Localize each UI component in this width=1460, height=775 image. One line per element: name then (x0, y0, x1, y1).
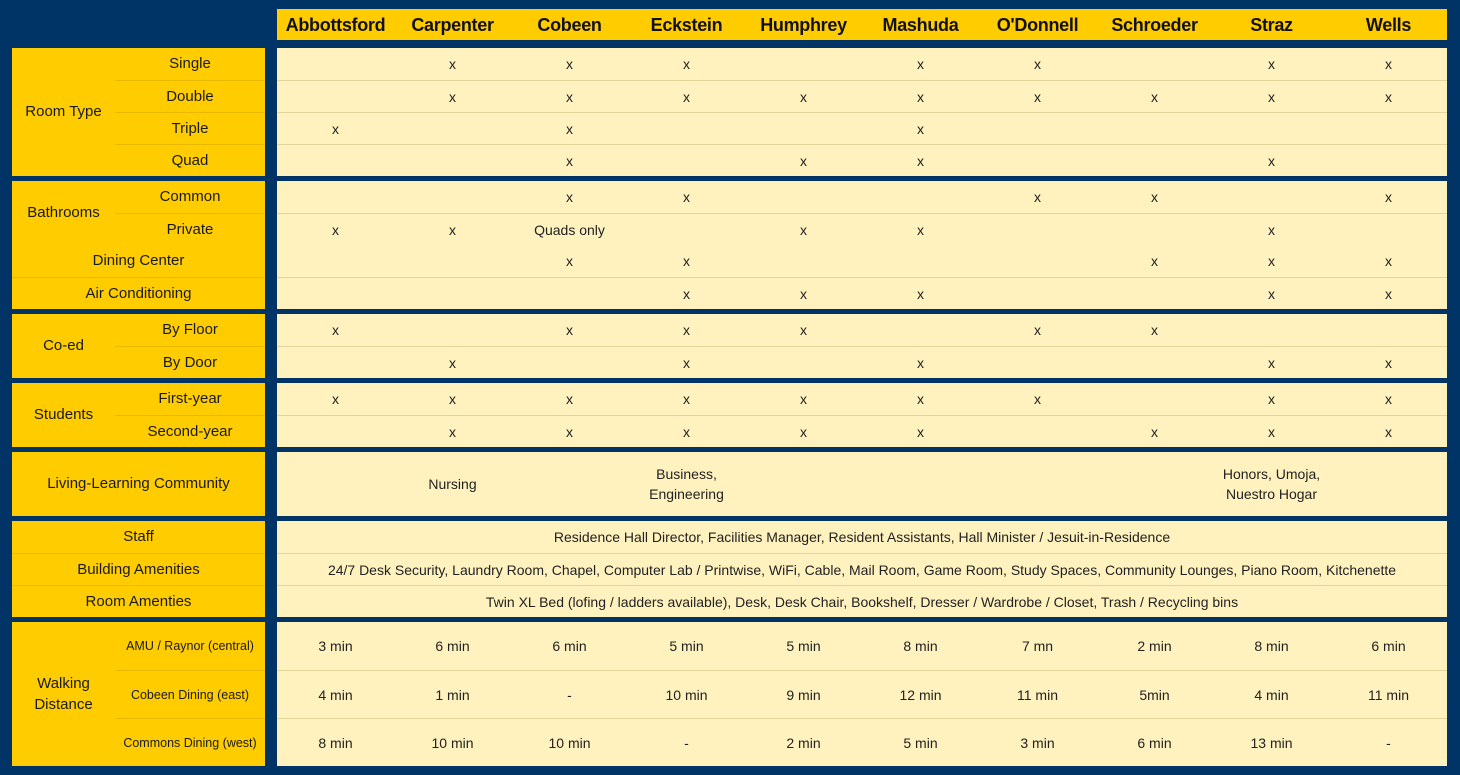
row-label-air-conditioning: Air Conditioning (12, 277, 265, 309)
cell-air-conditioning-abbottsford (277, 277, 394, 309)
cell-private-humphrey: x (745, 213, 862, 245)
row-label-staff: Staff (12, 521, 265, 553)
shared-text-staff: Residence Hall Director, Facilities Manager, Resident Assistants, Hall Minister / Jesuit-in-Residence (277, 521, 1447, 553)
cell-second-year-wells: x (1330, 415, 1447, 447)
cell-quad-straz: x (1213, 144, 1330, 176)
cell-quad-o-donnell (979, 144, 1096, 176)
cell-double-mashuda: x (862, 80, 979, 112)
cell-second-year-cobeen: x (511, 415, 628, 447)
cell-dining-center-carpenter (394, 245, 511, 277)
cell-first-year-cobeen: x (511, 383, 628, 415)
cell-quad-cobeen: x (511, 144, 628, 176)
cell-common-o-donnell: x (979, 181, 1096, 213)
walk-commons-dining-west-schroeder: 6 min (1096, 718, 1213, 766)
cell-dining-center-mashuda (862, 245, 979, 277)
walk-amu-raynor-central-schroeder: 2 min (1096, 622, 1213, 670)
cell-double-o-donnell: x (979, 80, 1096, 112)
cell-private-o-donnell (979, 213, 1096, 245)
cell-first-year-carpenter: x (394, 383, 511, 415)
cell-common-cobeen: x (511, 181, 628, 213)
column-header-schroeder: Schroeder (1096, 9, 1213, 40)
row-label-building-amenities: Building Amenities (12, 553, 265, 585)
walk-commons-dining-west-wells: - (1330, 718, 1447, 766)
walk-commons-dining-west-humphrey: 2 min (745, 718, 862, 766)
walk-amu-raynor-central-straz: 8 min (1213, 622, 1330, 670)
cell-triple-schroeder (1096, 112, 1213, 144)
cell-by-floor-carpenter (394, 314, 511, 346)
cell-second-year-o-donnell (979, 415, 1096, 447)
cell-by-door-straz: x (1213, 346, 1330, 378)
cell-single-mashuda: x (862, 48, 979, 80)
cell-triple-humphrey (745, 112, 862, 144)
cell-living-learning-community-abbottsford (277, 452, 394, 516)
column-header-carpenter: Carpenter (394, 9, 511, 40)
cell-by-floor-abbottsford: x (277, 314, 394, 346)
cell-air-conditioning-cobeen (511, 277, 628, 309)
cell-by-door-schroeder (1096, 346, 1213, 378)
cell-common-eckstein: x (628, 181, 745, 213)
cell-double-wells: x (1330, 80, 1447, 112)
cell-private-wells (1330, 213, 1447, 245)
walk-cobeen-dining-east-mashuda: 12 min (862, 670, 979, 718)
section-title-bathrooms: Bathrooms (12, 181, 115, 245)
walk-amu-raynor-central-humphrey: 5 min (745, 622, 862, 670)
cell-private-eckstein (628, 213, 745, 245)
walk-cobeen-dining-east-eckstein: 10 min (628, 670, 745, 718)
row-label-private: Private (115, 213, 265, 245)
cell-dining-center-eckstein: x (628, 245, 745, 277)
walk-cobeen-dining-east-schroeder: 5min (1096, 670, 1213, 718)
cell-double-cobeen: x (511, 80, 628, 112)
row-label-single: Single (115, 48, 265, 80)
shared-text-building-amenities: 24/7 Desk Security, Laundry Room, Chapel, Computer Lab / Printwise, WiFi, Cable, Mail Room, Game Room, Study Spaces, Community Lounges, Piano Room, Kitchenette (277, 553, 1447, 585)
cell-by-door-cobeen (511, 346, 628, 378)
row-label-cobeen-dining-east: Cobeen Dining (east) (115, 670, 265, 718)
shared-text-room-amenties: Twin XL Bed (lofing / ladders available), Desk, Desk Chair, Bookshelf, Dresser / Wardrobe / Closet, Trash / Recycling bins (277, 585, 1447, 617)
cell-air-conditioning-mashuda: x (862, 277, 979, 309)
cell-living-learning-community-eckstein: Business, Engineering (628, 452, 745, 516)
cell-private-carpenter: x (394, 213, 511, 245)
cell-first-year-straz: x (1213, 383, 1330, 415)
cell-first-year-mashuda: x (862, 383, 979, 415)
cell-triple-o-donnell (979, 112, 1096, 144)
cell-by-floor-o-donnell: x (979, 314, 1096, 346)
walk-commons-dining-west-straz: 13 min (1213, 718, 1330, 766)
row-label-living-learning-community: Living-Learning Community (12, 452, 265, 516)
walk-amu-raynor-central-eckstein: 5 min (628, 622, 745, 670)
row-label-by-door: By Door (115, 346, 265, 378)
cell-common-wells: x (1330, 181, 1447, 213)
cell-single-wells: x (1330, 48, 1447, 80)
cell-first-year-eckstein: x (628, 383, 745, 415)
cell-quad-eckstein (628, 144, 745, 176)
cell-common-humphrey (745, 181, 862, 213)
cell-second-year-carpenter: x (394, 415, 511, 447)
cell-second-year-humphrey: x (745, 415, 862, 447)
cell-air-conditioning-wells: x (1330, 277, 1447, 309)
cell-private-schroeder (1096, 213, 1213, 245)
row-label-commons-dining-west: Commons Dining (west) (115, 718, 265, 766)
cell-dining-center-wells: x (1330, 245, 1447, 277)
cell-living-learning-community-straz: Honors, Umoja, Nuestro Hogar (1213, 452, 1330, 516)
cell-double-abbottsford (277, 80, 394, 112)
cell-quad-mashuda: x (862, 144, 979, 176)
cell-air-conditioning-humphrey: x (745, 277, 862, 309)
walk-cobeen-dining-east-carpenter: 1 min (394, 670, 511, 718)
cell-air-conditioning-carpenter (394, 277, 511, 309)
section-title-co-ed: Co-ed (12, 314, 115, 378)
walk-amu-raynor-central-abbottsford: 3 min (277, 622, 394, 670)
walk-cobeen-dining-east-straz: 4 min (1213, 670, 1330, 718)
column-header-humphrey: Humphrey (745, 9, 862, 40)
section-title-students: Students (12, 383, 115, 447)
cell-triple-carpenter (394, 112, 511, 144)
walk-commons-dining-west-eckstein: - (628, 718, 745, 766)
walk-commons-dining-west-mashuda: 5 min (862, 718, 979, 766)
cell-first-year-humphrey: x (745, 383, 862, 415)
cell-second-year-abbottsford (277, 415, 394, 447)
cell-single-eckstein: x (628, 48, 745, 80)
walk-amu-raynor-central-cobeen: 6 min (511, 622, 628, 670)
cell-common-schroeder: x (1096, 181, 1213, 213)
walk-commons-dining-west-o-donnell: 3 min (979, 718, 1096, 766)
cell-by-door-humphrey (745, 346, 862, 378)
cell-double-schroeder: x (1096, 80, 1213, 112)
walk-cobeen-dining-east-abbottsford: 4 min (277, 670, 394, 718)
row-label-triple: Triple (115, 112, 265, 144)
cell-by-door-abbottsford (277, 346, 394, 378)
cell-by-floor-mashuda (862, 314, 979, 346)
cell-single-cobeen: x (511, 48, 628, 80)
cell-quad-wells (1330, 144, 1447, 176)
walk-commons-dining-west-cobeen: 10 min (511, 718, 628, 766)
cell-second-year-schroeder: x (1096, 415, 1213, 447)
cell-dining-center-abbottsford (277, 245, 394, 277)
cell-private-abbottsford: x (277, 213, 394, 245)
cell-quad-humphrey: x (745, 144, 862, 176)
cell-triple-straz (1213, 112, 1330, 144)
cell-by-door-carpenter: x (394, 346, 511, 378)
cell-first-year-abbottsford: x (277, 383, 394, 415)
row-label-dining-center: Dining Center (12, 245, 265, 277)
cell-living-learning-community-humphrey (745, 452, 862, 516)
cell-quad-schroeder (1096, 144, 1213, 176)
cell-second-year-eckstein: x (628, 415, 745, 447)
cell-dining-center-cobeen: x (511, 245, 628, 277)
cell-single-straz: x (1213, 48, 1330, 80)
column-header-wells: Wells (1330, 9, 1447, 40)
cell-single-schroeder (1096, 48, 1213, 80)
cell-air-conditioning-eckstein: x (628, 277, 745, 309)
cell-living-learning-community-wells (1330, 452, 1447, 516)
cell-triple-mashuda: x (862, 112, 979, 144)
walk-cobeen-dining-east-o-donnell: 11 min (979, 670, 1096, 718)
cell-private-cobeen: Quads only (511, 213, 628, 245)
cell-double-humphrey: x (745, 80, 862, 112)
cell-double-straz: x (1213, 80, 1330, 112)
walk-amu-raynor-central-carpenter: 6 min (394, 622, 511, 670)
cell-triple-cobeen: x (511, 112, 628, 144)
cell-triple-abbottsford: x (277, 112, 394, 144)
cell-by-floor-straz (1213, 314, 1330, 346)
cell-triple-wells (1330, 112, 1447, 144)
cell-single-humphrey (745, 48, 862, 80)
cell-single-carpenter: x (394, 48, 511, 80)
cell-by-door-o-donnell (979, 346, 1096, 378)
row-label-amu-raynor-central: AMU / Raynor (central) (115, 622, 265, 670)
cell-by-floor-wells (1330, 314, 1447, 346)
cell-by-door-wells: x (1330, 346, 1447, 378)
cell-air-conditioning-schroeder (1096, 277, 1213, 309)
section-title-walking-distance: Walking Distance (12, 622, 115, 766)
cell-second-year-straz: x (1213, 415, 1330, 447)
column-header-straz: Straz (1213, 9, 1330, 40)
cell-living-learning-community-cobeen (511, 452, 628, 516)
walk-commons-dining-west-carpenter: 10 min (394, 718, 511, 766)
cell-quad-abbottsford (277, 144, 394, 176)
cell-first-year-schroeder (1096, 383, 1213, 415)
column-header-eckstein: Eckstein (628, 9, 745, 40)
cell-living-learning-community-carpenter: Nursing (394, 452, 511, 516)
cell-air-conditioning-straz: x (1213, 277, 1330, 309)
cell-single-o-donnell: x (979, 48, 1096, 80)
cell-by-floor-schroeder: x (1096, 314, 1213, 346)
cell-dining-center-schroeder: x (1096, 245, 1213, 277)
cell-by-door-mashuda: x (862, 346, 979, 378)
walk-cobeen-dining-east-cobeen: - (511, 670, 628, 718)
column-header-mashuda: Mashuda (862, 9, 979, 40)
cell-double-eckstein: x (628, 80, 745, 112)
cell-single-abbottsford (277, 48, 394, 80)
row-label-first-year: First-year (115, 383, 265, 415)
cell-common-abbottsford (277, 181, 394, 213)
cell-dining-center-straz: x (1213, 245, 1330, 277)
walk-commons-dining-west-abbottsford: 8 min (277, 718, 394, 766)
cell-first-year-o-donnell: x (979, 383, 1096, 415)
cell-common-straz (1213, 181, 1330, 213)
cell-air-conditioning-o-donnell (979, 277, 1096, 309)
cell-by-floor-eckstein: x (628, 314, 745, 346)
cell-dining-center-o-donnell (979, 245, 1096, 277)
walk-cobeen-dining-east-wells: 11 min (1330, 670, 1447, 718)
cell-living-learning-community-schroeder (1096, 452, 1213, 516)
cell-living-learning-community-o-donnell (979, 452, 1096, 516)
cell-living-learning-community-mashuda (862, 452, 979, 516)
cell-by-floor-cobeen: x (511, 314, 628, 346)
cell-triple-eckstein (628, 112, 745, 144)
section-title-room-type: Room Type (12, 48, 115, 176)
cell-second-year-mashuda: x (862, 415, 979, 447)
walk-cobeen-dining-east-humphrey: 9 min (745, 670, 862, 718)
cell-double-carpenter: x (394, 80, 511, 112)
row-label-room-amenties: Room Amenties (12, 585, 265, 617)
column-header-cobeen: Cobeen (511, 9, 628, 40)
column-header-o-donnell: O'Donnell (979, 9, 1096, 40)
cell-common-carpenter (394, 181, 511, 213)
row-label-by-floor: By Floor (115, 314, 265, 346)
walk-amu-raynor-central-mashuda: 8 min (862, 622, 979, 670)
cell-quad-carpenter (394, 144, 511, 176)
row-label-quad: Quad (115, 144, 265, 176)
cell-by-door-eckstein: x (628, 346, 745, 378)
column-header-abbottsford: Abbottsford (277, 9, 394, 40)
cell-common-mashuda (862, 181, 979, 213)
cell-first-year-wells: x (1330, 383, 1447, 415)
cell-private-mashuda: x (862, 213, 979, 245)
row-label-double: Double (115, 80, 265, 112)
walk-amu-raynor-central-o-donnell: 7 mn (979, 622, 1096, 670)
row-label-second-year: Second-year (115, 415, 265, 447)
cell-dining-center-humphrey (745, 245, 862, 277)
cell-by-floor-humphrey: x (745, 314, 862, 346)
row-label-common: Common (115, 181, 265, 213)
walk-amu-raynor-central-wells: 6 min (1330, 622, 1447, 670)
cell-private-straz: x (1213, 213, 1330, 245)
